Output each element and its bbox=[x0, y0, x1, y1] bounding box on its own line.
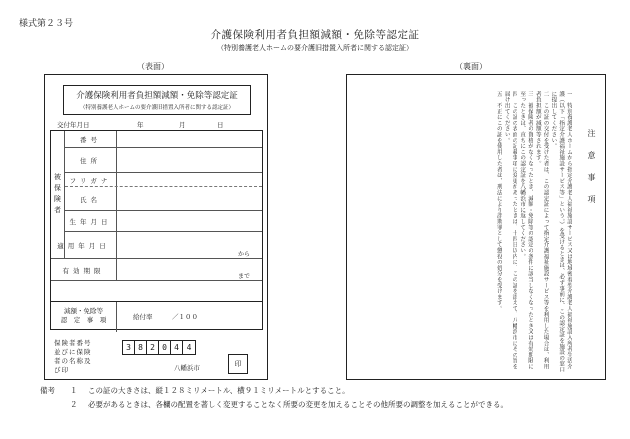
insurer-digit: 0 bbox=[159, 341, 171, 354]
insurer-digit: 4 bbox=[186, 343, 192, 352]
issue-date-label: 交付年月日 bbox=[57, 121, 90, 129]
card-title: 介護保険利用者負担額減額・免除等認定証 bbox=[76, 91, 238, 101]
applicable-date-label: 適用年月日 bbox=[51, 232, 117, 259]
remark-text: この証の大きさは、縦１２８ミリメートル、横９１ミリメートルとすること。 bbox=[88, 386, 350, 395]
remark-number: １ bbox=[70, 386, 78, 395]
insurer-digit: 2 bbox=[147, 341, 159, 354]
number-field bbox=[65, 131, 262, 148]
note-item: 三 被保険者の資格がなくなったとき、減額・免除等の認定の条件に該当しなくなったとき又は有効期限に至ったときは、直ちにこの認定証を八幡浜市に返してください。 bbox=[519, 91, 534, 370]
from-label: から bbox=[237, 251, 250, 258]
remark-text: 必要があるときは、各欄の配置を著しく変更することなく所要の変更を加えることその他所要の調整を加えることができる。 bbox=[88, 400, 508, 409]
insurer-city: 八幡浜市 bbox=[174, 364, 200, 372]
insured-person-label: 被保険者 bbox=[51, 131, 65, 259]
reduction-label: 減額・免除等 認 定 事 項 bbox=[51, 302, 117, 332]
page-subtitle: （特別養護老人ホームの要介護旧措置入所者に関する認定証） bbox=[217, 44, 413, 52]
notes-container bbox=[494, 91, 597, 373]
insured-info-table bbox=[50, 130, 263, 330]
insurer-digit: 3 bbox=[123, 341, 135, 354]
issue-year: 年 bbox=[137, 121, 144, 129]
issue-month: 月 bbox=[179, 121, 186, 129]
card-title-box bbox=[63, 85, 251, 115]
name-field bbox=[65, 187, 262, 211]
address-label: 住所 bbox=[65, 148, 117, 173]
back-side-label: （裏面） bbox=[455, 62, 487, 71]
certificate-back bbox=[346, 74, 606, 380]
valid-period-field bbox=[51, 259, 262, 281]
applicable-date-field bbox=[51, 232, 262, 259]
birthdate-field bbox=[65, 211, 262, 232]
until-label: まで bbox=[237, 273, 250, 280]
remark-number: ２ bbox=[70, 400, 78, 409]
reduction-block bbox=[51, 301, 262, 331]
valid-period-label: 有効期限 bbox=[51, 259, 117, 281]
remarks-label: 備考 bbox=[40, 386, 55, 395]
issue-day: 日 bbox=[217, 121, 224, 129]
front-side-label: （表面） bbox=[137, 62, 169, 71]
card-subtitle: （特別養護老人ホームの要介護旧措置入所者に関する認定証） bbox=[79, 105, 234, 111]
insurer-label: 保険者番号 並びに保険 者の名称及 び印 bbox=[54, 339, 92, 374]
notes-title: 注意事項 bbox=[587, 129, 596, 217]
remarks bbox=[40, 384, 508, 412]
furigana-label: フリガナ bbox=[65, 173, 117, 187]
page-title: 介護保険利用者負担額減額・免除等認定証 bbox=[210, 29, 420, 41]
note-item: 四 この証の表面の記載事項に変更があったときは、十四日以内に、この証を添えて、八幡浜市にその旨を届け出てください。 bbox=[503, 91, 518, 370]
seal-stamp: 印 bbox=[228, 354, 248, 374]
insurer-number bbox=[122, 340, 196, 355]
certificate-front bbox=[44, 74, 268, 380]
payment-rate: 給付率 ／１００ bbox=[133, 313, 198, 321]
insurer-digit: 4 bbox=[171, 341, 183, 354]
note-item: 五 不正にこの証を使用した者は、刑法により詐欺罪として懲役の処分を受けます。 bbox=[495, 91, 502, 312]
note-item: 二 この証の交付を受けた者は、この認定証によって指定介護福祉施設サービス等を利用した場合は、利用者負担額が減額等されます。 bbox=[534, 91, 549, 370]
name-label: 氏名 bbox=[65, 187, 117, 211]
number-label: 番号 bbox=[65, 131, 117, 148]
note-item: 一 特別養護老人ホームから指定介護老人福祉施設サービス又は地域密着型介護老人福祉施設入所者生活介護（以下「指定介護福祉施設サービス等」という。）を受けるときは、必ず事前に、この認定証を施設の窓口に提出してください。 bbox=[550, 91, 572, 373]
insurer-digit: 8 bbox=[135, 341, 147, 354]
furigana-field bbox=[65, 173, 262, 187]
form-number: 様式第２３号 bbox=[19, 19, 74, 29]
birthdate-label: 生年月日 bbox=[65, 211, 117, 232]
insurer-block bbox=[50, 333, 263, 379]
address-field bbox=[65, 148, 262, 173]
